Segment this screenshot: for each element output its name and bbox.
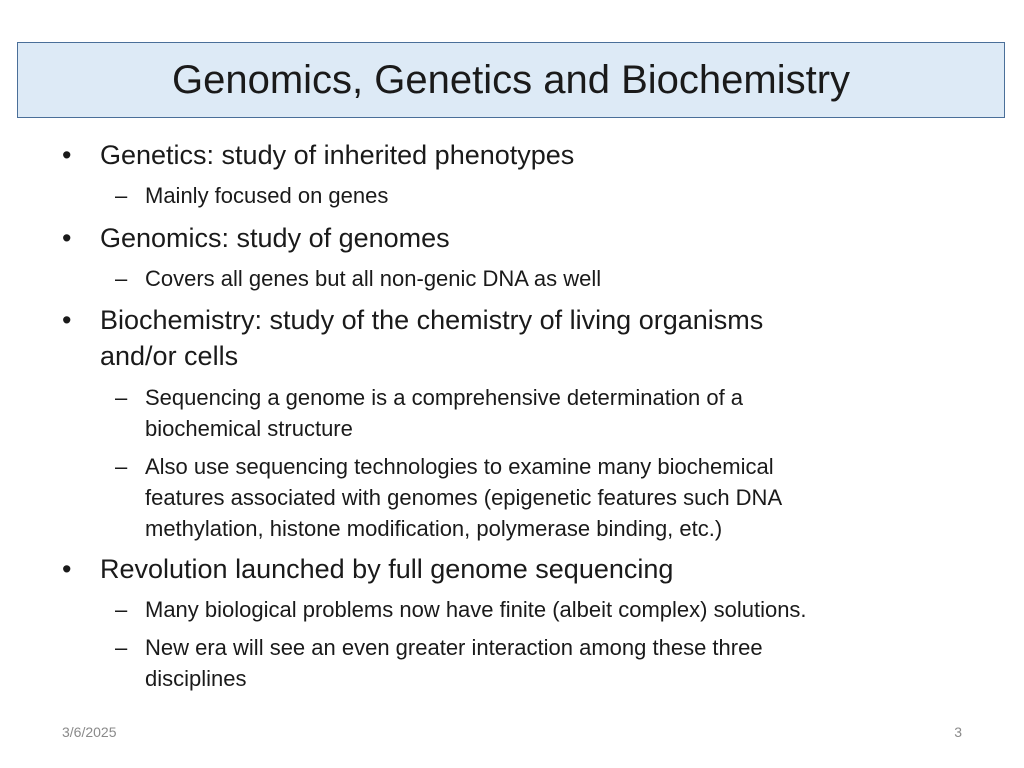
bullet-text: Revolution launched by full genome sequencing bbox=[100, 554, 674, 584]
bullet-marker: • bbox=[62, 554, 72, 584]
bullet-marker: • bbox=[62, 140, 72, 170]
sub-bullet-text: biochemical structure bbox=[145, 416, 353, 441]
bullet-marker: • bbox=[62, 223, 72, 253]
bullet-item bbox=[62, 137, 575, 173]
bullet-item bbox=[62, 302, 764, 374]
sub-bullet-text: disciplines bbox=[145, 666, 247, 691]
bullet-item bbox=[62, 220, 450, 256]
sub-bullet-text: features associated with genomes (epigenetic features such DNA bbox=[145, 485, 783, 510]
footer-date: 3/6/2025 bbox=[62, 724, 117, 740]
sub-bullet-marker: – bbox=[115, 385, 128, 410]
sub-bullet-item bbox=[115, 632, 763, 694]
sub-bullet-item bbox=[115, 263, 602, 294]
bullet-marker: • bbox=[62, 305, 72, 335]
sub-bullet-text: methylation, histone modification, polymerase binding, etc.) bbox=[145, 516, 723, 541]
sub-bullet-marker: – bbox=[115, 635, 128, 660]
slide-title: Genomics, Genetics and Biochemistry bbox=[171, 57, 851, 102]
footer-page-number: 3 bbox=[954, 724, 962, 740]
sub-bullet-marker: – bbox=[115, 266, 128, 291]
sub-bullet-item bbox=[115, 451, 783, 544]
bullet-text: Biochemistry: study of the chemistry of living organisms bbox=[100, 305, 764, 335]
sub-bullet-item bbox=[115, 180, 389, 211]
sub-bullet-marker: – bbox=[115, 597, 128, 622]
bullet-text: and/or cells bbox=[100, 341, 239, 371]
sub-bullet-text: New era will see an even greater interaction among these three bbox=[145, 635, 763, 660]
sub-bullet-marker: – bbox=[115, 183, 128, 208]
sub-bullet-marker: – bbox=[115, 454, 128, 479]
sub-bullet-item bbox=[115, 382, 744, 444]
bullet-text: Genomics: study of genomes bbox=[100, 223, 450, 253]
bullet-item bbox=[62, 551, 674, 587]
sub-bullet-text: Sequencing a genome is a comprehensive determination of a bbox=[145, 385, 744, 410]
bullet-text: Genetics: study of inherited phenotypes bbox=[100, 140, 575, 170]
sub-bullet-item bbox=[115, 594, 807, 625]
sub-bullet-text: Covers all genes but all non-genic DNA as well bbox=[145, 266, 602, 291]
sub-bullet-text: Also use sequencing technologies to examine many biochemical bbox=[145, 454, 774, 479]
sub-bullet-text: Many biological problems now have finite (albeit complex) solutions. bbox=[145, 597, 807, 622]
sub-bullet-text: Mainly focused on genes bbox=[145, 183, 389, 208]
